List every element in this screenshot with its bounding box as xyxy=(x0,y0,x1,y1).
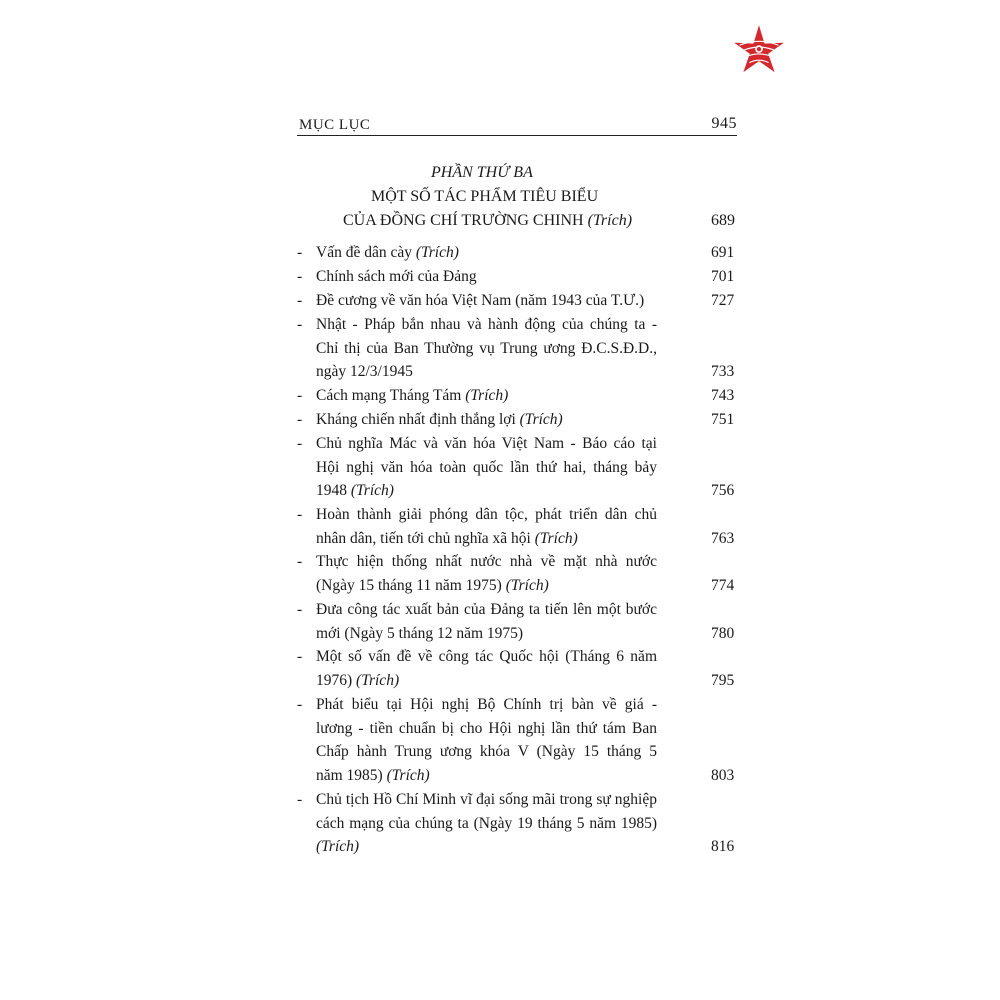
entry-page-number: 763 xyxy=(711,529,735,547)
entry-text: Cách mạng Tháng Tám xyxy=(316,387,466,404)
entry-text: Chính sách mới của Đảng xyxy=(316,268,477,285)
entry-line xyxy=(316,553,657,571)
entry-line xyxy=(316,435,657,453)
entry-line xyxy=(316,506,657,524)
entry-page-number: 774 xyxy=(711,576,735,594)
entry-text: lương - tiền chuẩn bị cho Hội nghị lần thứ tám Ban xyxy=(316,719,657,737)
entry-text-italic: (Trích) xyxy=(519,411,563,428)
entry-line xyxy=(316,482,394,500)
entry-text-italic: (Trích) xyxy=(356,671,400,689)
entry-text-italic: (Trích) xyxy=(386,767,430,785)
entry-dash: - xyxy=(297,244,303,261)
part-label: PHẦN THỨ BA xyxy=(431,164,533,181)
entry-line xyxy=(316,577,549,595)
entry-dash: - xyxy=(297,553,303,570)
entry-dash: - xyxy=(297,506,303,523)
entry-page-number: 743 xyxy=(711,387,735,404)
entry-line xyxy=(316,411,563,429)
entry-line xyxy=(316,601,657,619)
entry-text: Vấn đề dân cày xyxy=(316,244,416,261)
entry-page-number: 751 xyxy=(711,411,735,428)
running-header xyxy=(297,115,737,136)
entry-line xyxy=(316,815,657,833)
entry-page-number: 727 xyxy=(711,292,735,309)
entry-page-number: 691 xyxy=(711,244,735,261)
entry-text: ngày 12/3/1945 xyxy=(316,363,413,381)
entry-text: Hoàn thành giải phóng dân tộc, phát triển dân chủ xyxy=(316,506,657,523)
entry-text: Chấp hành Trung ương khóa V (Ngày 15 tháng 5 xyxy=(316,743,657,761)
section-title-suffix: (Trích) xyxy=(587,212,633,229)
publisher-star-logo-icon xyxy=(730,22,788,80)
entry-text-italic: (Trích) xyxy=(465,387,509,404)
entry-page-number: 701 xyxy=(711,268,735,285)
entry-line xyxy=(316,292,644,310)
entry-dash: - xyxy=(297,387,303,404)
entry-dash: - xyxy=(297,316,303,333)
entry-line xyxy=(316,672,399,690)
entry-line xyxy=(316,340,657,358)
entry-dash: - xyxy=(297,268,303,285)
entry-text: Chủ tịch Hồ Chí Minh vĩ đại sống mãi trong sự nghiệp xyxy=(316,791,657,808)
entry-text-italic: (Trích) xyxy=(350,482,394,500)
entry-text: Hội nghị văn hóa toàn quốc lần thứ hai, tháng bảy xyxy=(316,458,657,476)
entry-text: Nhật - Pháp bắn nhau và hành động của chúng ta - xyxy=(316,316,657,333)
entry-dash: - xyxy=(297,292,303,309)
entry-text: Đưa công tác xuất bản của Đảng ta tiến lên một bước xyxy=(316,601,657,618)
entry-page-number: 803 xyxy=(711,767,735,785)
entry-dash: - xyxy=(297,696,303,713)
entry-page-number: 756 xyxy=(711,482,735,500)
entry-text: mới (Ngày 5 tháng 12 năm 1975) xyxy=(316,624,524,642)
entry-line xyxy=(316,720,657,738)
entry-text-italic: (Trích) xyxy=(505,576,549,594)
entry-text: nhân dân, tiến tới chủ nghĩa xã hội xyxy=(316,529,535,547)
entry-dash: - xyxy=(297,601,303,618)
section-title-2: CỦA ĐỒNG CHÍ TRƯỜNG CHINH (Trích) xyxy=(343,212,633,229)
entry-line xyxy=(316,316,657,334)
entry-line xyxy=(316,648,657,666)
entry-line xyxy=(316,530,578,548)
entry-text: Chỉ thị của Ban Thường vụ Trung ương Đ.C.S.Đ.D., xyxy=(316,339,657,357)
entry-line xyxy=(316,743,657,761)
entry-text: Kháng chiến nhất định thắng lợi xyxy=(316,411,520,428)
entry-text: 1976) xyxy=(316,671,357,689)
entry-line xyxy=(316,791,657,809)
entry-page-number: 780 xyxy=(711,624,735,642)
entry-page-number: 733 xyxy=(711,363,735,381)
entry-line xyxy=(316,625,523,643)
entry-line xyxy=(316,244,459,262)
entry-dash: - xyxy=(297,411,303,428)
entry-dash: - xyxy=(297,648,303,665)
entry-line xyxy=(316,767,430,785)
entry-text: năm 1985) xyxy=(316,767,387,785)
entry-dash: - xyxy=(297,435,303,452)
entry-line xyxy=(316,696,657,714)
entry-text: Chủ nghĩa Mác và văn hóa Việt Nam - Báo cáo tại xyxy=(316,435,657,452)
header-title: MỤC LỤC xyxy=(299,117,371,133)
entry-line xyxy=(316,838,359,856)
entry-line xyxy=(316,363,413,381)
entry-text-italic: (Trích) xyxy=(534,529,578,547)
entry-page-number: 816 xyxy=(711,838,735,856)
entry-text: (Ngày 15 tháng 11 năm 1975) xyxy=(316,576,506,594)
entry-page-number: 795 xyxy=(711,671,735,689)
entry-text: Thực hiện thống nhất nước nhà về mặt nhà nước xyxy=(316,553,657,570)
entry-text: Đề cương về văn hóa Việt Nam (năm 1943 của T.Ư.) xyxy=(316,292,645,309)
entry-line xyxy=(316,387,508,405)
entry-line xyxy=(316,459,657,477)
entry-text: Một số vấn đề về công tác Quốc hội (Tháng 6 năm xyxy=(316,648,657,665)
header-page-number: 945 xyxy=(711,115,737,132)
entry-text-italic: (Trích) xyxy=(316,838,360,856)
section-title-1: MỘT SỐ TÁC PHẨM TIÊU BIỂU xyxy=(371,188,599,205)
section-page: 689 xyxy=(711,212,735,229)
entry-dash: - xyxy=(297,791,303,808)
entry-text: 1948 xyxy=(316,482,351,500)
entry-line xyxy=(316,268,477,286)
entry-text: cách mạng của chúng ta (Ngày 19 tháng 5 năm 1985) xyxy=(316,814,657,832)
entry-text-italic: (Trích) xyxy=(415,244,459,261)
entry-text: Phát biểu tại Hội nghị Bộ Chính trị bàn về giá - xyxy=(316,696,657,713)
